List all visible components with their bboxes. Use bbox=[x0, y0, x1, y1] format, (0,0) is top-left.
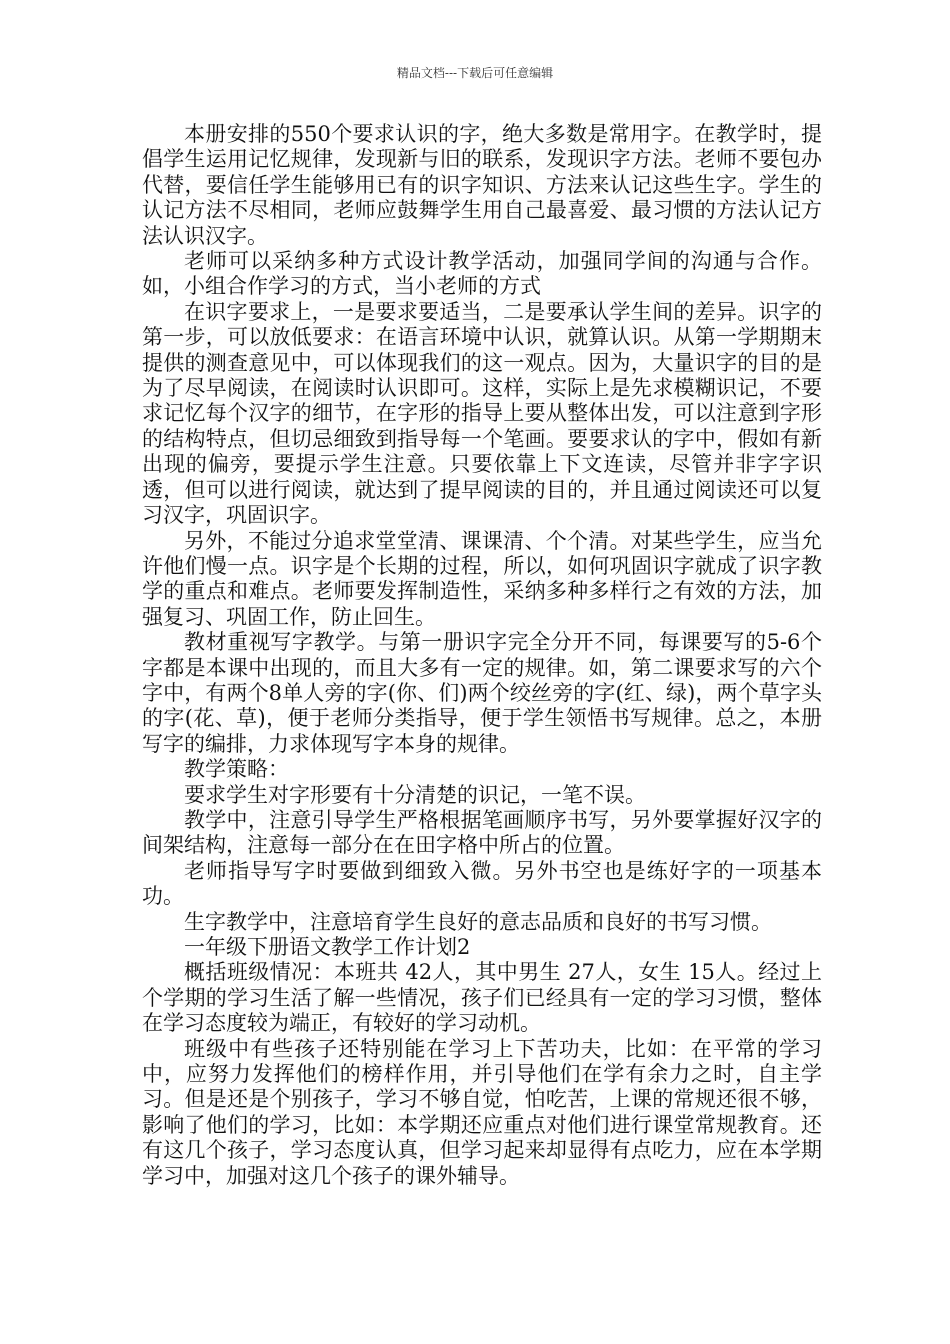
paragraph-class-overview: 概括班级情况：本班共 42人，其中男生 27人，女生 15人。经过上个学期的学习生活了解一些情况，孩子们已经具有一定的学习习惯，整体在学习态度较为端正，有较好的学习动机。 bbox=[142, 960, 822, 1036]
paragraph-literacy-requirements: 在识字要求上，一是要求要适当，二是要承认学生间的差异。识字的第一步，可以放低要求：在语言环境中认识，就算认识。从第一学期期末提供的测查意见中，可以体现我们的这一观点。因为，大量识字的目的是为了尽早阅读，在阅读时认识即可。这样，实际上是先求模糊识记，不要求记忆每个汉字的细节，在字形的指导上要从整体出发，可以注意到字形的结构特点，但切忌细致到指导每一个笔画。要要求认的字中，假如有新出现的偏旁，要提示学生注意。只要依靠上下文连读，尽管并非字字识透，但可以进行阅读，就达到了提早阅读的目的，并且通过阅读还可以复习汉字，巩固识字。 bbox=[142, 299, 822, 528]
section-title-plan-2: 一年级下册语文教学工作计划2 bbox=[184, 935, 471, 959]
paragraph-strategy-1: 要求学生对字形要有十分清楚的识记，一笔不误。 bbox=[184, 782, 646, 807]
document-body bbox=[142, 122, 822, 1189]
paragraph-teaching-activities: 老师可以采纳多种方式设计教学活动，加强同学间的沟通与合作。如，小组合作学习的方式，当小老师的方式 bbox=[142, 249, 822, 299]
paragraph-writing-teaching: 教材重视写字教学。与第一册识字完全分开不同，每课要写的5-6个字都是本课中出现的，而且大多有一定的规律。如，第二课要求写的六个字中，有两个8单人旁的字(你、们)两个绞丝旁的字(红、绿)，两个草字头的字(花、草)，便于老师分类指导，便于学生领悟书写规律。总之，本册写字的编排，力求体现写字本身的规律。 bbox=[142, 630, 822, 756]
paragraph-class-details: 班级中有些孩子还特别能在学习上下苦功夫，比如：在平常的学习中，应努力发挥他们的榜样作用，并引导他们在学有余力之时，自主学习。但是还是个别孩子，学习不够自觉，怕吃苦，上课的常规还很不够，影响了他们的学习，比如：本学期还应重点对他们进行课堂常规教育。还有这几个孩子，学习态度认真，但学习起来却显得有点吃力，应在本学期学习中，加强对这几个孩子的课外辅导。 bbox=[142, 1036, 822, 1188]
paragraph-literacy-overview: 本册安排的550个要求认识的字，绝大多数是常用字。在教学时，提倡学生运用记忆规律，发现新与旧的联系，发现识字方法。老师不要包办代替，要信任学生能够用已有的识字知识、方法来认记这些生字。学生的认记方法不尽相同，老师应鼓舞学生用自己最喜爱、最习惯的方法认记方法认识汉字。 bbox=[142, 122, 822, 248]
paragraph-strategy-2: 教学中，注意引导学生严格根据笔画顺序书写，另外要掌握好汉字的间架结构，注意每一部分在在田字格中所占的位置。 bbox=[142, 807, 822, 858]
paragraph-strategy-heading: 教学策略： bbox=[184, 757, 289, 782]
page-header: 精品文档---下载后可任意编辑 bbox=[396, 66, 554, 80]
paragraph-strategy-4: 生字教学中，注意培育学生良好的意志品质和良好的书写习惯。 bbox=[184, 909, 772, 934]
paragraph-strategy-3: 老师指导写字时要做到细致入微。另外书空也是练好字的一项基本功。 bbox=[142, 858, 822, 909]
paragraph-consolidation: 另外，不能过分追求堂堂清、课课清、个个清。对某些学生，应当允许他们慢一点。识字是个长期的过程，所以，如何巩固识字就成了识字教学的重点和难点。老师要发挥制造性，采纳多种多样行之有效的方法，加强复习、巩固工作，防止回生。 bbox=[142, 528, 822, 629]
